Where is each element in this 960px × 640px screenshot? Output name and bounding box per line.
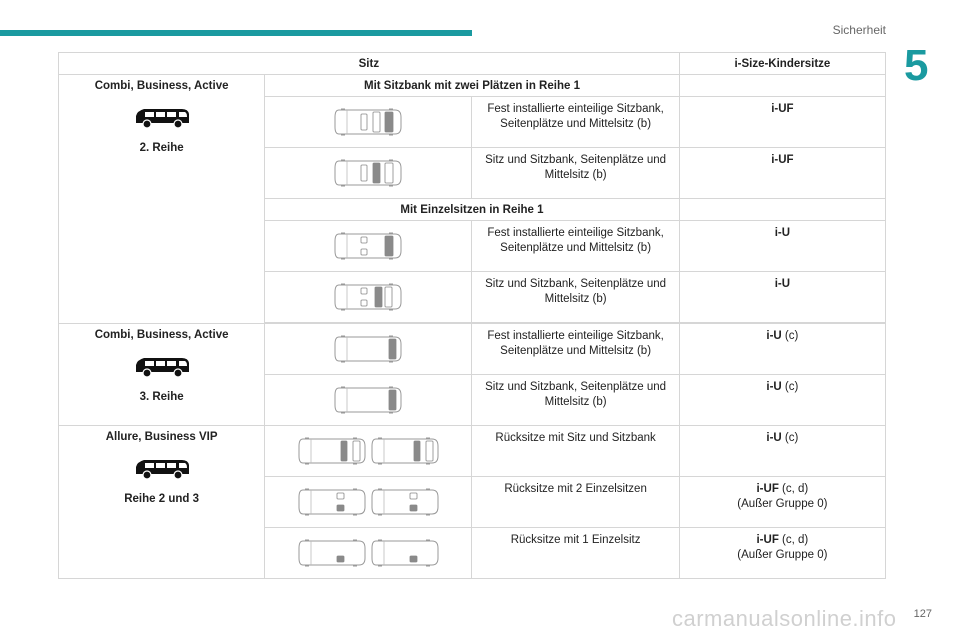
isize-value: i-U <box>679 221 885 272</box>
isize-value: i-U (c) <box>679 324 885 375</box>
isize-value: i-U (c) <box>679 375 885 426</box>
isize-value: i-UF (c, d) (Außer Gruppe 0) <box>679 477 885 528</box>
table-header-row <box>59 53 886 75</box>
isize-value: i-U (c) <box>679 426 885 477</box>
seat-description: Sitz und Sitzbank, Seitenplätze und Mittelsitz (b) <box>472 375 679 426</box>
vehicle-models: Allure, Business VIP <box>105 431 218 443</box>
subgroup-title: Mit Sitzbank mit zwei Plätzen in Reihe 1 <box>265 75 680 97</box>
seat-description: Rücksitze mit 1 Einzelsitz <box>472 528 679 579</box>
seat-description: Rücksitze mit 2 Einzelsitzen <box>472 477 679 528</box>
seat-description: Fest installierte einteilige Sitzbank, Seitenplätze und Mittelsitz (b) <box>472 324 679 375</box>
section-color-bar <box>0 30 472 36</box>
seat-diagram <box>265 221 472 272</box>
seat-diagram <box>265 375 472 426</box>
header-seat: Sitz <box>59 53 680 75</box>
page-number: 127 <box>913 608 932 620</box>
row-label: 3. Reihe <box>139 391 184 403</box>
seat-description: Rücksitze mit Sitz und Sitzbank <box>472 426 679 477</box>
subgroup-title: Mit Einzelsitzen in Reihe 1 <box>265 199 680 221</box>
seat-diagram <box>265 324 472 375</box>
chapter-number: 5 <box>904 41 929 90</box>
child-seat-table <box>58 52 886 579</box>
row-label: Reihe 2 und 3 <box>124 493 199 505</box>
seat-diagram <box>265 272 472 323</box>
seat-description: Sitz und Sitzbank, Seitenplätze und Mittelsitz (b) <box>472 148 679 199</box>
isize-value: i-UF (c, d) (Außer Gruppe 0) <box>679 528 885 579</box>
vehicle-models: Combi, Business, Active <box>94 329 229 341</box>
isize-value: i-U <box>679 272 885 323</box>
vehicle-category <box>59 75 265 324</box>
isize-value: i-UF <box>679 97 885 148</box>
seat-diagram <box>265 426 472 477</box>
table-row <box>59 426 886 477</box>
van-side-icon <box>132 353 192 379</box>
van-side-icon <box>132 104 192 130</box>
van-side-icon <box>132 455 192 481</box>
seat-description: Fest installierte einteilige Sitzbank, Seitenplätze und Mittelsitz (b) <box>472 97 679 148</box>
vehicle-category <box>59 324 265 426</box>
seat-description: Sitz und Sitzbank, Seitenplätze und Mittelsitz (b) <box>472 272 679 323</box>
watermark: carmanualsonline.info <box>672 606 897 631</box>
vehicle-category <box>59 426 265 579</box>
section-title: Sicherheit <box>832 23 886 37</box>
seat-description: Fest installierte einteilige Sitzbank, Seitenplätze und Mittelsitz (b) <box>472 221 679 272</box>
seat-diagram <box>265 528 472 579</box>
seat-diagram <box>265 97 472 148</box>
header-isize: i-Size-Kindersitze <box>679 53 885 75</box>
isize-value: i-UF <box>679 148 885 199</box>
seat-diagram <box>265 148 472 199</box>
seat-diagram <box>265 477 472 528</box>
vehicle-models: Combi, Business, Active <box>94 80 229 92</box>
table-row <box>59 324 886 375</box>
row-label: 2. Reihe <box>139 142 184 154</box>
